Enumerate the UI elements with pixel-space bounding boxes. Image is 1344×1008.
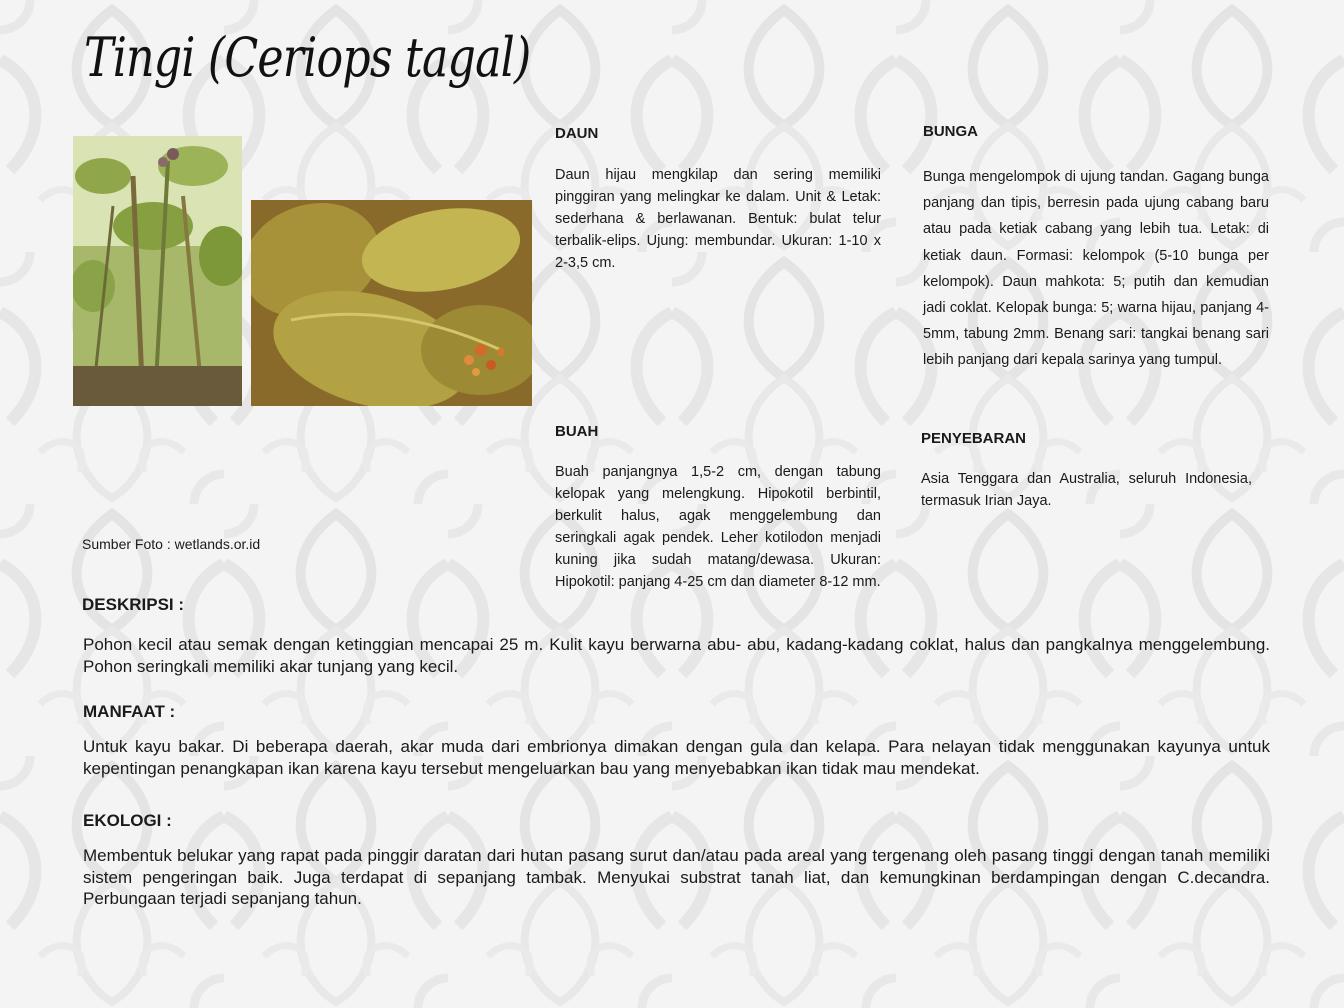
daun-heading: DAUN — [555, 125, 599, 142]
penyebaran-heading: PENYEBARAN — [921, 430, 1027, 447]
ekologi-text: Membentuk belukar yang rapat pada pinggir daratan dari hutan pasang surut dan/atau pada areal yang tergenang oleh pasang tinggi dengan tanah memiliki sistem pengeringan baik. Juga terdapat di sepanjang tambak. Menyukai substrat tanah liat, dan kemungkinan berdampingan dengan C.decandra. Perbungaan terjadi sepanjang tahun. — [83, 846, 1270, 908]
penyebaran-text: Asia Tenggara dan Australia, seluruh Indonesia, termasuk Irian Jaya. — [921, 471, 1252, 509]
leaf-flower-closeup-photo — [251, 200, 532, 406]
manfaat-text: Untuk kayu bakar. Di beberapa daerah, akar muda dari embrionya dimakan dengan gula dan kelapa. Para nelayan tidak menggunakan kayunya untuk kepentingan penangkapan ikan karena kayu tersebut mengeluarkan bau yang menyebabkan ikan tidak mau mendekat. — [83, 737, 1270, 778]
mangrove-seedling-photo — [73, 136, 242, 406]
bunga-heading: BUNGA — [923, 123, 978, 140]
page-title: Tingi (Ceriops tagal) — [84, 26, 531, 89]
deskripsi-heading: DESKRIPSI : — [82, 595, 185, 614]
photo-source-caption: Sumber Foto : wetlands.or.id — [82, 536, 261, 552]
buah-heading: BUAH — [555, 423, 599, 440]
manfaat-heading: MANFAAT : — [83, 702, 176, 721]
buah-text: Buah panjangnya 1,5-2 cm, dengan tabung kelopak yang melengkung. Hipokotil berbintil, berkulit halus, agak menggelembung dan seringkali agak pendek. Leher kotilodon menjadi kuning jika sudah matang/dewasa. Ukuran: Hipokotil: panjang 4-25 cm dan diameter 8-12 mm. — [555, 464, 881, 590]
deskripsi-text: Pohon kecil atau semak dengan ketinggian mencapai 25 m. Kulit kayu berwarna abu- abu, kadang-kadang coklat, halus dan pangkalnya menggelembung. Pohon seringkali memiliki akar tunjang yang kecil. — [83, 635, 1270, 676]
daun-text: Daun hijau mengkilap dan sering memiliki pinggiran yang melingkar ke dalam. Unit & Letak: sederhana & berlawanan. Bentuk: bulat telur terbalik-elips. Ujung: membundar. Ukuran: 1-10 x 2-3,5 cm. — [555, 167, 881, 271]
bunga-text: Bunga mengelompok di ujung tandan. Gagang bunga panjang dan tipis, berresin pada ujung cabang baru atau pada ketiak cabang yang lebih tua. Letak: di ketiak daun. Formasi: kelompok (5-10 bunga per kelompok). Daun mahkota: 5; putih dan kemudian jadi coklat. Kelopak bunga: 5; warna hijau, panjang 4-5mm, tabung 2mm. Benang sari: tangkai benang sari lebih panjang dari kepala sarinya yang tumpul. — [923, 169, 1269, 369]
ekologi-heading: EKOLOGI : — [83, 811, 172, 830]
